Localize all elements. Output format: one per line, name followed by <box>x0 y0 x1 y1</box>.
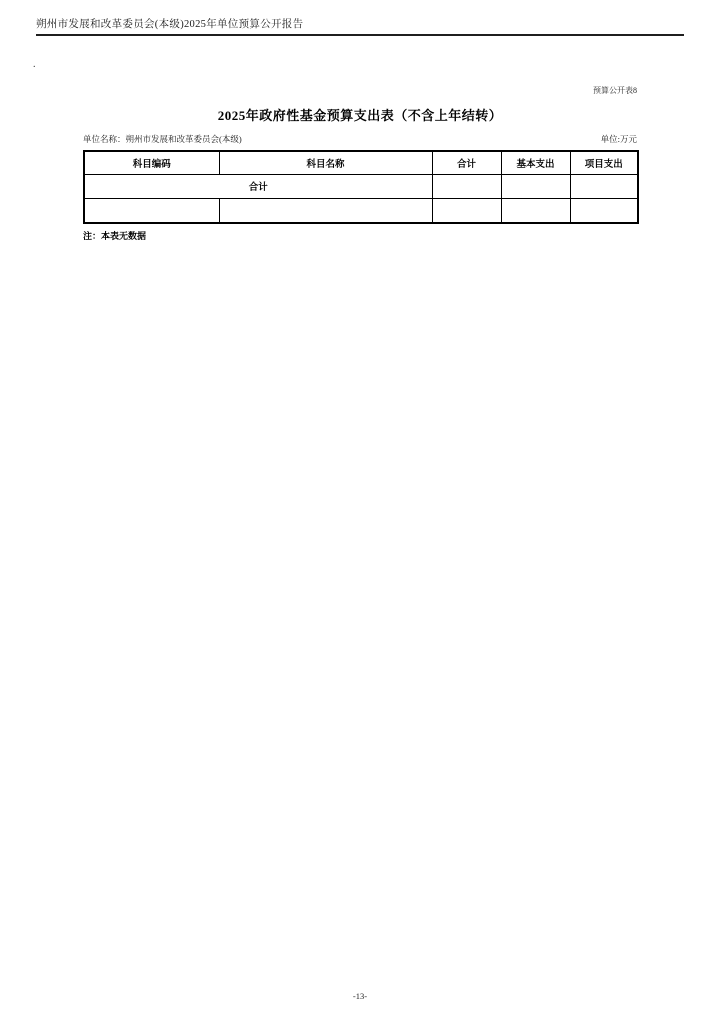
empty-cell-total <box>432 198 501 223</box>
column-header-total: 合计 <box>432 151 501 174</box>
empty-cell-name <box>219 198 432 223</box>
page-number: -13- <box>352 991 368 1001</box>
total-row-total-cell <box>432 174 501 198</box>
budget-table <box>83 150 639 224</box>
empty-cell-project <box>570 198 638 223</box>
table-tag-label: 预算公开表8 <box>593 86 637 95</box>
column-header-subject-code: 科目编码 <box>84 151 219 174</box>
table-empty-row <box>84 198 638 223</box>
empty-cell-basic <box>501 198 570 223</box>
total-row-label: 合计 <box>84 174 432 198</box>
total-row-project-cell <box>570 174 638 198</box>
column-header-subject-name: 科目名称 <box>219 151 432 174</box>
stray-mark: . <box>33 59 36 70</box>
document-title: 2025年政府性基金预算支出表（不含上年结转） <box>217 108 503 123</box>
table-note: 注：本表无数据 <box>83 231 147 241</box>
table-header-row <box>84 151 638 174</box>
unit-name-label: 单位名称：朔州市发展和改革委员会(本级) <box>83 134 242 144</box>
unit-label: 单位:万元 <box>600 134 637 144</box>
table-meta-row <box>83 133 637 145</box>
empty-cell-code <box>84 198 219 223</box>
column-header-project-expenditure: 项目支出 <box>570 151 638 174</box>
column-header-basic-expenditure: 基本支出 <box>501 151 570 174</box>
page-header-title: 朔州市发展和改革委员会(本级)2025年单位预算公开报告 <box>36 19 304 30</box>
header-divider <box>36 34 684 36</box>
table-total-row <box>84 174 638 198</box>
total-row-basic-cell <box>501 174 570 198</box>
